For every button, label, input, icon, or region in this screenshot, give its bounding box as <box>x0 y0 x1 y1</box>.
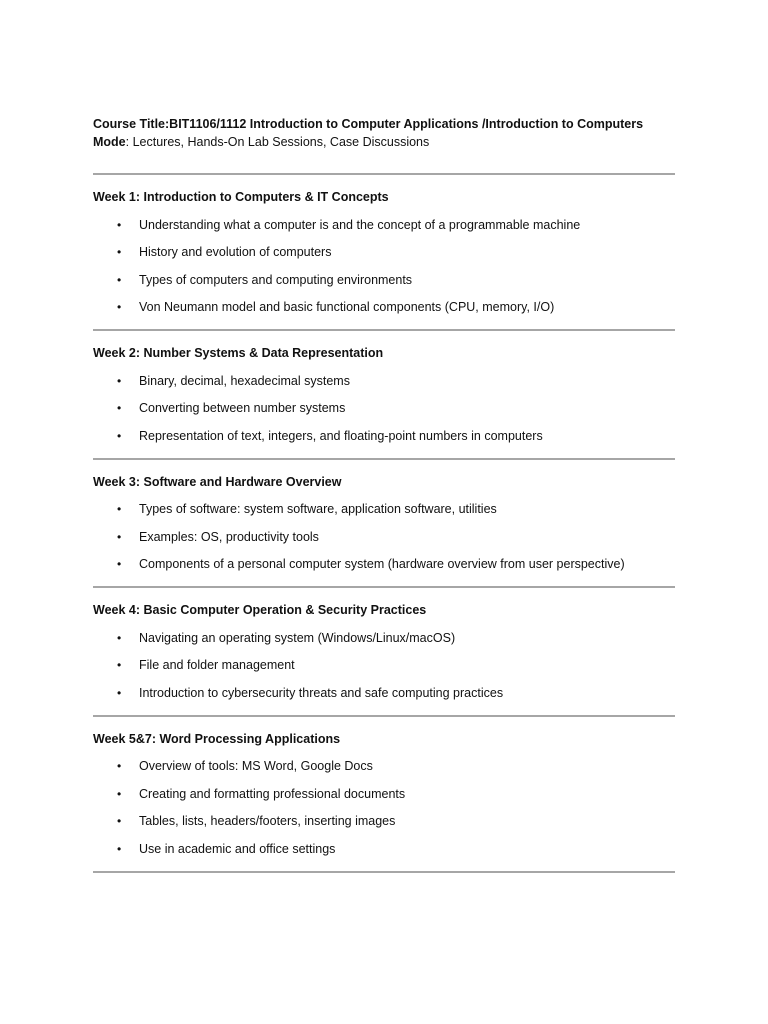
topic-text: File and folder management <box>139 658 295 672</box>
topic-text: Use in academic and office settings <box>139 841 336 856</box>
topic-text: Types of software: system software, application software, utilities <box>139 502 497 516</box>
topic-list <box>93 757 675 858</box>
week-section-2 <box>93 331 675 458</box>
week-section-3 <box>93 460 675 587</box>
course-title-value: BIT1106/1112 Introduction to Computer Applications /Introduction to Computers <box>169 117 644 131</box>
week-title: Week 1: Introduction to Computers & IT Concepts <box>93 190 389 204</box>
topic-item <box>93 271 675 289</box>
topic-item <box>93 298 675 316</box>
course-mode-label: Mode <box>93 135 126 149</box>
week-title: Week 5&7: Word Processing Applications <box>93 731 341 746</box>
topic-list <box>93 629 675 702</box>
bullet-icon: • <box>117 502 122 516</box>
week-section-1 <box>93 175 675 329</box>
week-section-4 <box>93 588 675 715</box>
topic-item <box>93 528 675 546</box>
bullet-icon: • <box>117 272 122 287</box>
bullet-icon: • <box>117 685 122 700</box>
topic-text: History and evolution of computers <box>139 245 332 259</box>
week-title: Week 2: Number Systems & Data Representation <box>93 346 384 360</box>
topic-text: Von Neumann model and basic functional components (CPU, memory, I/O) <box>139 300 555 314</box>
weeks-container <box>93 175 675 873</box>
topic-text: Components of a personal computer system (hardware overview from user perspective) <box>139 557 625 571</box>
topic-list <box>93 216 675 317</box>
topic-item <box>93 812 675 830</box>
topic-item <box>93 243 675 261</box>
week-title: Week 4: Basic Computer Operation & Security Practices <box>93 603 427 617</box>
topic-item <box>93 500 675 518</box>
course-mode-value: : Lectures, Hands-On Lab Sessions, Case Discussions <box>125 135 430 149</box>
bullet-icon: • <box>117 658 122 672</box>
bullet-icon: • <box>117 759 122 773</box>
topic-item <box>93 216 675 234</box>
bullet-icon: • <box>117 557 122 571</box>
section-divider <box>93 871 675 873</box>
topic-item <box>93 757 675 775</box>
course-outline-page <box>93 115 675 873</box>
topic-list <box>93 372 675 445</box>
topic-item <box>93 372 675 390</box>
week-section-5 <box>93 717 675 871</box>
bullet-icon: • <box>117 428 122 443</box>
topic-item <box>93 656 675 674</box>
week-title: Week 3: Software and Hardware Overview <box>93 474 342 489</box>
topic-list <box>93 500 675 573</box>
bullet-icon: • <box>117 630 122 645</box>
topic-item <box>93 555 675 573</box>
topic-text: Creating and formatting professional documents <box>139 786 406 801</box>
topic-item <box>93 629 675 647</box>
course-title-line <box>93 115 675 133</box>
bullet-icon: • <box>117 786 122 801</box>
topic-text: Navigating an operating system (Windows/Linux/macOS) <box>139 630 456 645</box>
bullet-icon: • <box>117 217 122 232</box>
course-title-label: Course Title: <box>93 117 170 131</box>
topic-text: Tables, lists, headers/footers, inserting images <box>139 814 396 828</box>
bullet-icon: • <box>117 245 122 259</box>
topic-item <box>93 684 675 702</box>
bullet-icon: • <box>117 841 122 856</box>
bullet-icon: • <box>117 373 122 388</box>
topic-text: Understanding what a computer is and the concept of a programmable machine <box>139 217 581 232</box>
topic-text: Examples: OS, productivity tools <box>139 529 319 544</box>
topic-text: Binary, decimal, hexadecimal systems <box>139 373 350 388</box>
course-mode-line <box>93 133 675 151</box>
topic-item <box>93 840 675 858</box>
bullet-icon: • <box>117 529 122 544</box>
topic-text: Representation of text, integers, and floating-point numbers in computers <box>139 428 543 443</box>
topic-text: Converting between number systems <box>139 401 346 415</box>
topic-item <box>93 427 675 445</box>
topic-text: Types of computers and computing environments <box>139 272 413 287</box>
bullet-icon: • <box>117 814 122 828</box>
topic-text: Introduction to cybersecurity threats and safe computing practices <box>139 685 504 700</box>
topic-item <box>93 785 675 803</box>
bullet-icon: • <box>117 300 122 314</box>
topic-text: Overview of tools: MS Word, Google Docs <box>139 759 373 773</box>
topic-item <box>93 399 675 417</box>
bullet-icon: • <box>117 401 122 415</box>
